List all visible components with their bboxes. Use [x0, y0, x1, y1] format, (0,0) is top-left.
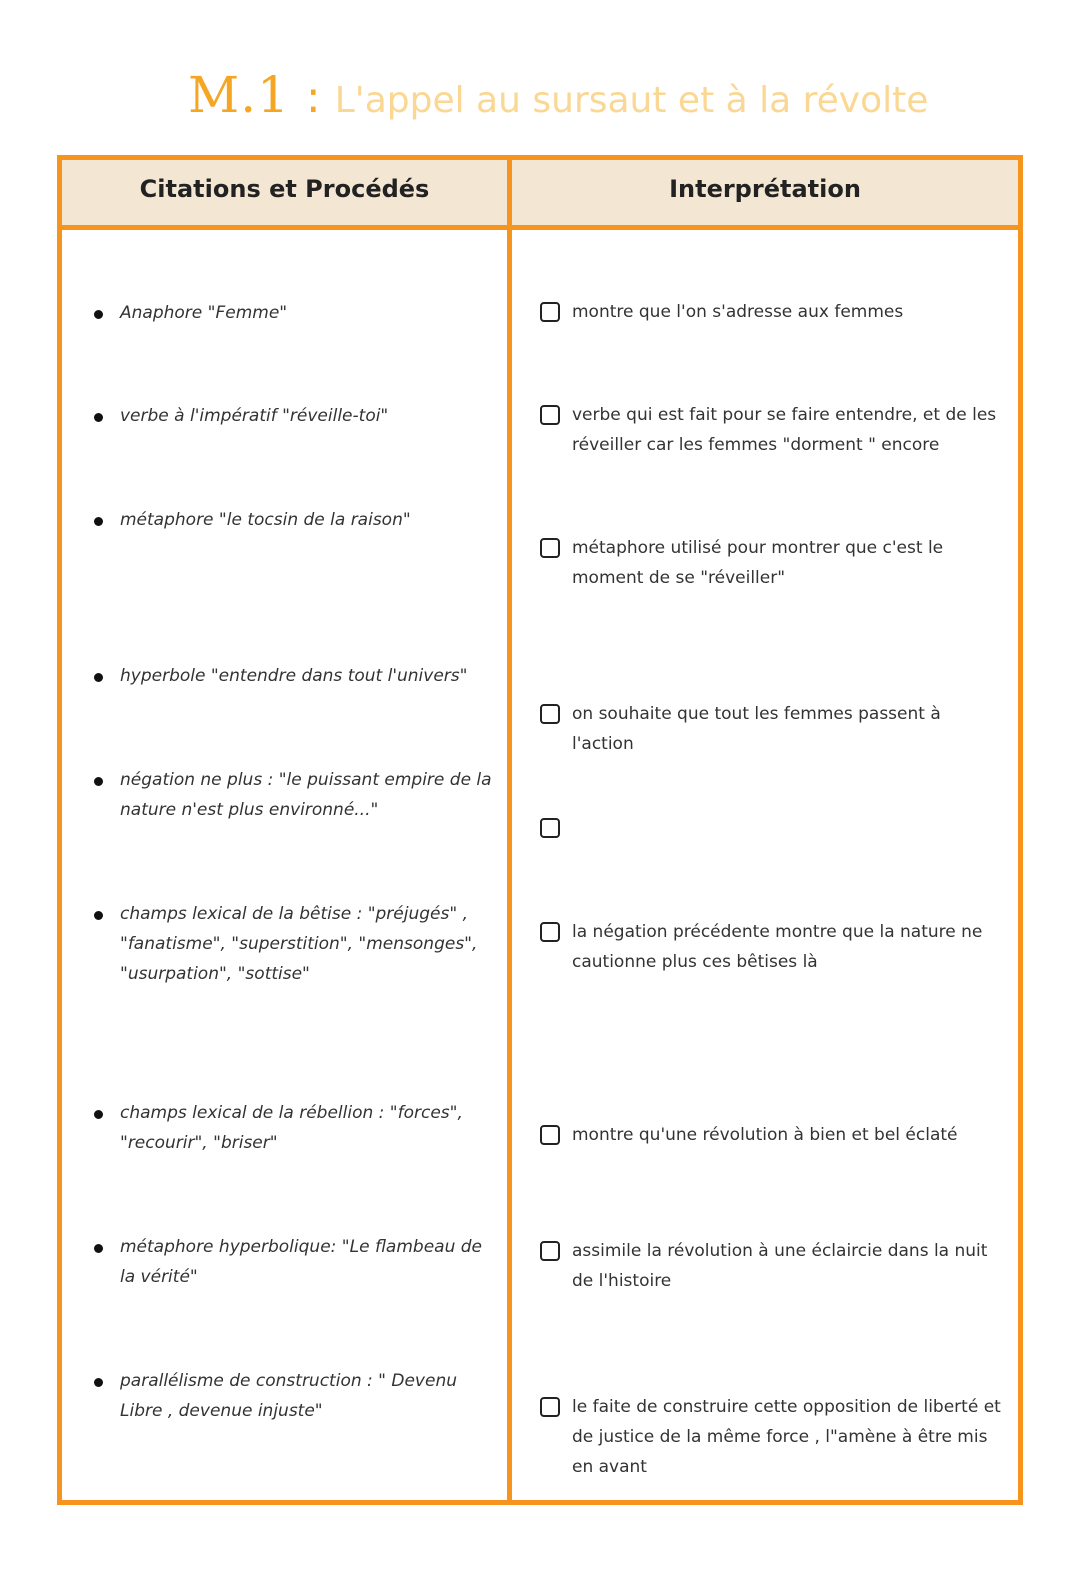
citation-item: champs lexical de la bêtise : "préjugés" , "fanatisme", "superstition", "mensonges", "usurpation", "sottise" [120, 899, 500, 989]
title-code: M.1 [188, 66, 290, 124]
page-title [188, 66, 928, 124]
interpretation-item: métaphore utilisé pour montrer que c'est le moment de se "réveiller" [572, 533, 1002, 593]
interpretation-item: montre que l'on s'adresse aux femmes [572, 297, 1002, 327]
bullet-icon [94, 517, 103, 526]
checkbox-icon[interactable] [540, 704, 560, 724]
bullet-icon [94, 413, 103, 422]
interpretation-item: on souhaite que tout les femmes passent à l'action [572, 699, 1002, 759]
interpretation-item: le faite de construire cette opposition de liberté et de justice de la même force , l"amène à être mis en avant [572, 1392, 1002, 1482]
citation-item: champs lexical de la rébellion : "forces", "recourir", "briser" [120, 1098, 500, 1158]
bullet-icon [94, 310, 103, 319]
bullet-icon [94, 673, 103, 682]
checkbox-icon[interactable] [540, 818, 560, 838]
interpretation-item: montre qu'une révolution à bien et bel éclaté [572, 1120, 1002, 1150]
citation-item: parallélisme de construction : " Devenu Libre , devenue injuste" [120, 1366, 500, 1426]
citation-item: hyperbole "entendre dans tout l'univers" [120, 661, 500, 691]
checkbox-icon[interactable] [540, 1397, 560, 1417]
checkbox-icon[interactable] [540, 538, 560, 558]
checkbox-icon[interactable] [540, 1125, 560, 1145]
interpretation-item: la négation précédente montre que la nature ne cautionne plus ces bêtises là [572, 917, 1002, 977]
bullet-icon [94, 1244, 103, 1253]
interpretation-item: verbe qui est fait pour se faire entendre, et de les réveiller car les femmes "dorment " encore [572, 400, 1002, 460]
checkbox-icon[interactable] [540, 302, 560, 322]
citation-item: métaphore hyperbolique: "Le flambeau de la vérité" [120, 1232, 500, 1292]
column-header-interpretation: Interprétation [669, 175, 861, 203]
interpretation-item: assimile la révolution à une éclaircie dans la nuit de l'histoire [572, 1236, 1002, 1296]
header-divider [57, 225, 1023, 230]
bullet-icon [94, 777, 103, 786]
citation-item: verbe à l'impératif "réveille-toi" [120, 401, 500, 431]
column-divider [507, 155, 512, 1505]
bullet-icon [94, 1378, 103, 1387]
bullet-icon [94, 911, 103, 920]
checkbox-icon[interactable] [540, 405, 560, 425]
checkbox-icon[interactable] [540, 922, 560, 942]
checkbox-icon[interactable] [540, 1241, 560, 1261]
citation-item: Anaphore "Femme" [120, 298, 500, 328]
column-header-citations: Citations et Procédés [139, 175, 430, 203]
citation-item: négation ne plus : "le puissant empire de la nature n'est plus environné..." [120, 765, 500, 825]
title-colon: : [305, 72, 321, 123]
title-subtitle: L'appel au sursaut et à la révolte [334, 80, 929, 121]
bullet-icon [94, 1110, 103, 1119]
citation-item: métaphore "le tocsin de la raison" [120, 505, 500, 535]
